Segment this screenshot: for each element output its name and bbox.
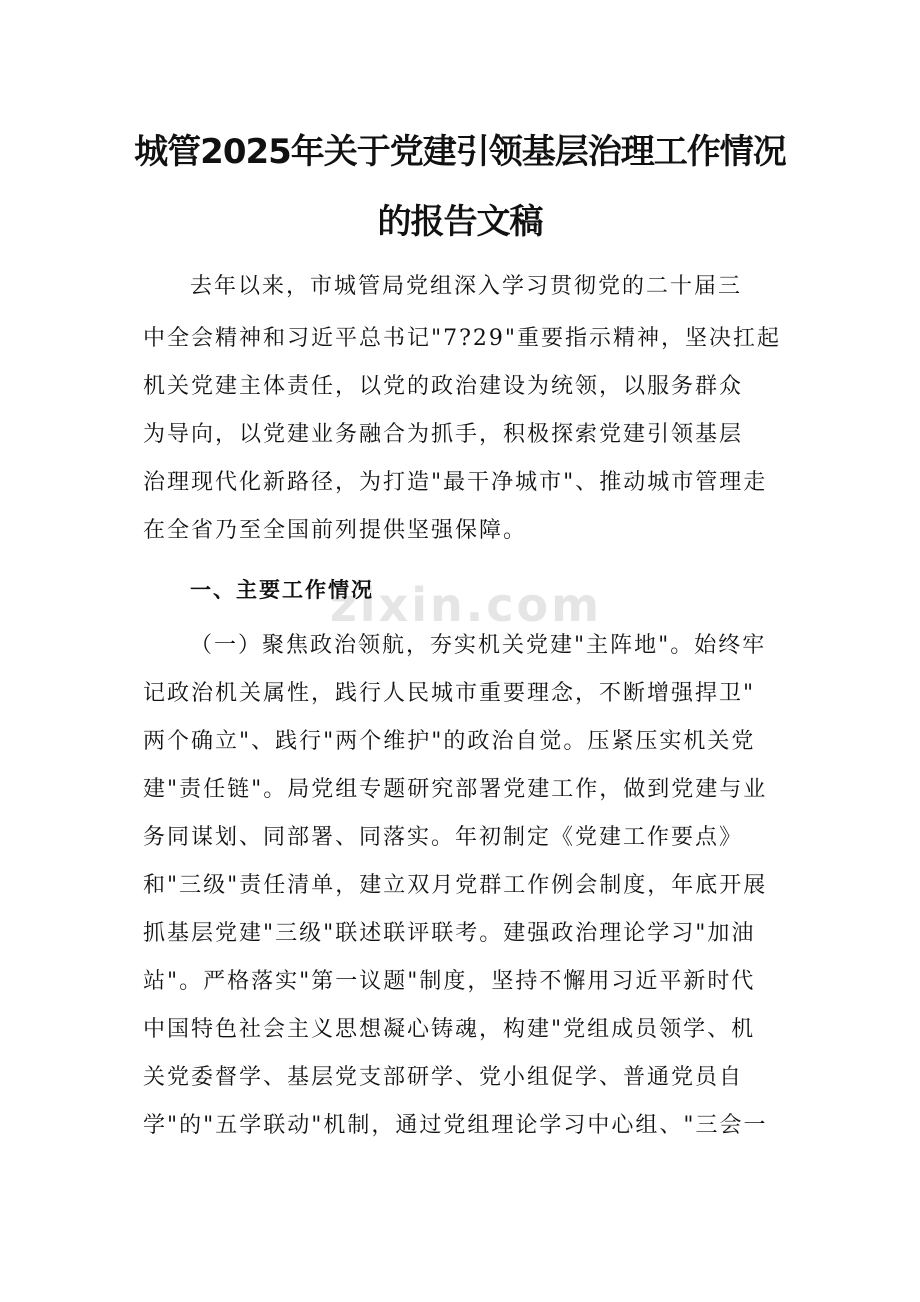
intro-line: 在全省乃至全国前列提供坚强保障。 bbox=[143, 518, 528, 543]
section-line: 和"三级"责任清单，建立双月党群工作例会制度，年底开展 bbox=[143, 873, 768, 898]
document-title-line-1: 城管2025年关于党建引领基层治理工作情况 bbox=[134, 132, 786, 172]
intro-line: 去年以来，市城管局党组深入学习贯彻党的二十届三 bbox=[190, 274, 743, 299]
section-line: （一）聚焦政治领航，夯实机关党建"主阵地"。始终牢 bbox=[190, 633, 767, 658]
intro-line: 治理现代化新路径，为打造"最干净城市"、推动城市管理走 bbox=[143, 470, 768, 495]
section-line: 学"的"五学联动"机制，通过党组理论学习中心组、"三会一 bbox=[143, 1113, 768, 1138]
document-title-line-2: 的报告文稿 bbox=[377, 202, 543, 242]
section-line: 抓基层党建"三级"联述联评联考。建强政治理论学习"加油 bbox=[143, 921, 756, 946]
section-line: 务同谋划、同部署、同落实。年初制定《党建工作要点》 bbox=[143, 825, 744, 850]
section-line: 中国特色社会主义思想凝心铸魂，构建"党组成员领学、机 bbox=[143, 1017, 756, 1042]
watermark: zixin.com bbox=[330, 578, 603, 632]
intro-line: 中全会精神和习近平总书记"7?29"重要指示精神，坚决扛起 bbox=[143, 326, 782, 351]
section-line: 关党委督学、基层党支部研学、党小组促学、普通党员自 bbox=[143, 1065, 744, 1090]
intro-line: 机关党建主体责任，以党的政治建设为统领，以服务群众 bbox=[143, 374, 744, 399]
section-line: 记政治机关属性，践行人民城市重要理念，不断增强捍卫" bbox=[143, 681, 756, 706]
intro-line: 为导向，以党建业务融合为抓手，积极探索党建引领基层 bbox=[143, 422, 744, 447]
section-line: 两个确立"、践行"两个维护"的政治自觉。压紧压实机关党 bbox=[143, 729, 756, 754]
section-line: 站"。严格落实"第一议题"制度，坚持不懈用习近平新时代 bbox=[143, 969, 756, 994]
section-heading: 一、主要工作情况 bbox=[190, 578, 374, 602]
section-line: 建"责任链"。局党组专题研究部署党建工作，做到党建与业 bbox=[143, 777, 768, 802]
